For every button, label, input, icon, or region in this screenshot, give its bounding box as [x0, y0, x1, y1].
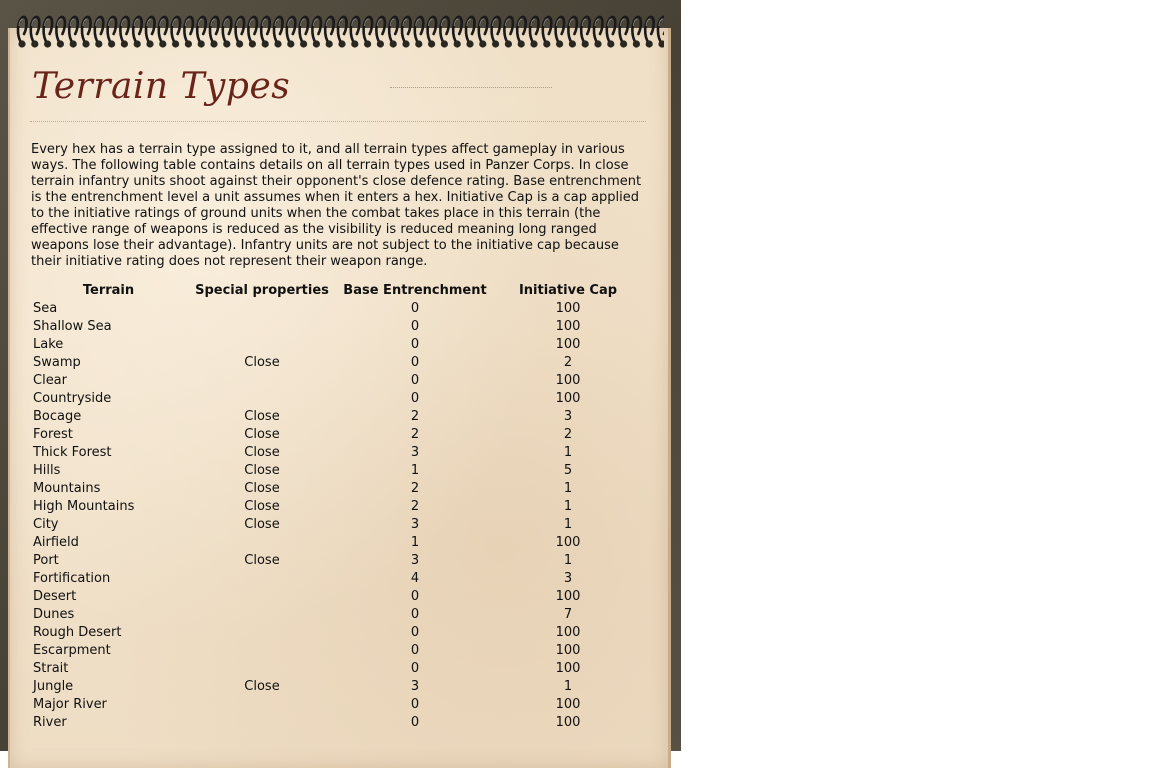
binding-ring: [312, 17, 321, 48]
binding-ring: [274, 17, 283, 48]
binding-ring: [479, 17, 488, 48]
cell-terrain: Port: [33, 552, 59, 568]
cell-initiative-cap: 100: [555, 372, 581, 388]
binding-ring: [146, 17, 155, 48]
table-row: [30, 335, 643, 353]
cell-terrain: Forest: [33, 426, 73, 442]
table-row: [30, 533, 643, 551]
cell-terrain: Desert: [33, 588, 77, 604]
cell-base-entrenchment: 0: [410, 390, 420, 406]
terrain-table: [30, 281, 643, 731]
table-body: [30, 299, 643, 731]
table-row: [30, 407, 643, 425]
cell-special-properties: [187, 695, 337, 713]
cell-initiative-cap: 100: [555, 336, 581, 352]
cell-initiative-cap: 1: [563, 516, 573, 532]
cell-special-properties: Close: [244, 552, 280, 568]
binding-ring: [556, 17, 565, 48]
cell-initiative-cap: 1: [563, 480, 573, 496]
cell-special-properties: Close: [244, 426, 280, 442]
cell-base-entrenchment: 2: [410, 480, 420, 496]
cell-base-entrenchment: 0: [410, 696, 420, 712]
binding-ring: [517, 17, 526, 48]
cell-terrain: Mountains: [33, 480, 101, 496]
table-row: [30, 479, 643, 497]
binding-ring: [632, 17, 641, 48]
cell-terrain: Rough Desert: [33, 624, 122, 640]
cell-special-properties: Close: [244, 408, 280, 424]
table-row: [30, 641, 643, 659]
cell-base-entrenchment: 1: [410, 534, 420, 550]
binding-ring: [210, 17, 219, 48]
cell-terrain: Clear: [33, 372, 67, 388]
binding-ring: [184, 17, 193, 48]
cell-special-properties: [187, 587, 337, 605]
cell-base-entrenchment: 4: [410, 570, 420, 586]
table-row: [30, 299, 643, 317]
binding-ring: [594, 17, 603, 48]
binding-ring: [56, 17, 65, 48]
cell-terrain: Strait: [33, 660, 69, 676]
binding-ring: [492, 17, 501, 48]
cell-terrain: Hills: [33, 462, 61, 478]
binding-ring: [172, 17, 181, 48]
cell-initiative-cap: 5: [563, 462, 573, 478]
cell-terrain: Jungle: [33, 678, 74, 694]
spiral-binding-icon: [14, 14, 664, 50]
cell-terrain: Major River: [33, 696, 107, 712]
cell-special-properties: Close: [244, 444, 280, 460]
intro-paragraph: Every hex has a terrain type assigned to it, and all terrain types affect gameplay in various ways. The following table contains details on all terrain types used in Panzer Corps. In close terrain infantry units shoot against their opponent's close defence rating. Base entrenchment is the entrenchment level a unit assumes when it enters a hex. Initiative Cap is a cap applied to the initiative ratings of ground units when the combat takes place in this terrain (the effective range of weapons is reduced as the visibility is reduced meaning long ranged weapons lose their advantage). Infantry units are not subject to the initiative cap because their initiative rating does not represent their weapon range.: [31, 142, 642, 269]
cell-terrain: High Mountains: [33, 498, 135, 514]
table-row: [30, 317, 643, 335]
cell-initiative-cap: 100: [555, 624, 581, 640]
binding-ring: [236, 17, 245, 48]
cell-initiative-cap: 2: [563, 426, 573, 442]
binding-ring: [440, 17, 449, 48]
cell-base-entrenchment: 0: [410, 300, 420, 316]
cell-base-entrenchment: 2: [410, 426, 420, 442]
section-divider: [30, 121, 646, 122]
cell-initiative-cap: 1: [563, 498, 573, 514]
binding-ring: [364, 17, 373, 48]
title-divider: [390, 87, 552, 88]
cell-special-properties: [187, 335, 337, 353]
cell-special-properties: [187, 569, 337, 587]
table-row: [30, 551, 643, 569]
cell-terrain: Escarpment: [33, 642, 111, 658]
cell-initiative-cap: 100: [555, 318, 581, 334]
cell-special-properties: [187, 641, 337, 659]
cell-special-properties: [187, 713, 337, 731]
header-terrain: Terrain: [82, 282, 135, 298]
cell-terrain: Lake: [33, 336, 64, 352]
binding-ring: [69, 17, 78, 48]
binding-ring: [504, 17, 513, 48]
binding-ring: [18, 17, 27, 48]
table-row: [30, 515, 643, 533]
binding-ring: [31, 17, 40, 48]
cell-base-entrenchment: 0: [410, 354, 420, 370]
cell-terrain: Swamp: [33, 354, 81, 370]
table-row: [30, 443, 643, 461]
binding-ring: [543, 17, 552, 48]
cell-initiative-cap: 1: [563, 444, 573, 460]
cell-terrain: Airfield: [33, 534, 79, 550]
cell-base-entrenchment: 0: [410, 714, 420, 730]
cell-special-properties: Close: [244, 462, 280, 478]
cell-initiative-cap: 2: [563, 354, 573, 370]
table-row: [30, 695, 643, 713]
binding-ring: [428, 17, 437, 48]
cell-special-properties: [187, 533, 337, 551]
table-row: [30, 569, 643, 587]
binding-ring: [658, 17, 664, 48]
table-row: [30, 659, 643, 677]
cell-initiative-cap: 100: [555, 300, 581, 316]
cell-base-entrenchment: 3: [410, 444, 420, 460]
binding-ring: [645, 17, 654, 48]
table-row: [30, 497, 643, 515]
cell-special-properties: [187, 299, 337, 317]
cell-base-entrenchment: 0: [410, 372, 420, 388]
cell-base-entrenchment: 2: [410, 498, 420, 514]
binding-ring: [530, 17, 539, 48]
binding-ring: [95, 17, 104, 48]
header-special-properties: Special properties: [195, 282, 329, 298]
table-row: [30, 353, 643, 371]
binding-ring: [108, 17, 117, 48]
binding-ring: [607, 17, 616, 48]
cell-initiative-cap: 7: [563, 606, 573, 622]
cell-special-properties: [187, 659, 337, 677]
binding-ring: [133, 17, 142, 48]
cell-terrain: Bocage: [33, 408, 82, 424]
binding-ring: [620, 17, 629, 48]
binding-ring: [581, 17, 590, 48]
binding-ring: [466, 17, 475, 48]
binding-ring: [261, 17, 270, 48]
cell-base-entrenchment: 0: [410, 588, 420, 604]
cell-initiative-cap: 1: [563, 552, 573, 568]
cell-base-entrenchment: 0: [410, 336, 420, 352]
table-row: [30, 425, 643, 443]
cell-special-properties: Close: [244, 516, 280, 532]
table-header-row: [30, 281, 643, 299]
binding-ring: [568, 17, 577, 48]
cell-initiative-cap: 100: [555, 714, 581, 730]
binding-ring: [223, 17, 232, 48]
cell-base-entrenchment: 3: [410, 552, 420, 568]
cell-initiative-cap: 1: [563, 678, 573, 694]
cell-base-entrenchment: 3: [410, 516, 420, 532]
binding-ring: [248, 17, 257, 48]
cell-special-properties: Close: [244, 678, 280, 694]
binding-ring: [159, 17, 168, 48]
cell-initiative-cap: 100: [555, 696, 581, 712]
cell-initiative-cap: 100: [555, 642, 581, 658]
cell-special-properties: [187, 623, 337, 641]
cell-initiative-cap: 100: [555, 660, 581, 676]
cell-base-entrenchment: 2: [410, 408, 420, 424]
cell-special-properties: Close: [244, 498, 280, 514]
binding-ring: [351, 17, 360, 48]
cell-special-properties: Close: [244, 354, 280, 370]
cell-initiative-cap: 100: [555, 534, 581, 550]
table-row: [30, 605, 643, 623]
table-row: [30, 587, 643, 605]
binding-ring: [325, 17, 334, 48]
binding-ring: [376, 17, 385, 48]
cell-terrain: Sea: [33, 300, 58, 316]
binding-ring: [287, 17, 296, 48]
cell-base-entrenchment: 3: [410, 678, 420, 694]
binding-ring: [44, 17, 53, 48]
header-base-entrenchment: Base Entrenchment: [343, 282, 487, 298]
table-row: [30, 371, 643, 389]
binding-ring: [197, 17, 206, 48]
cell-initiative-cap: 100: [555, 390, 581, 406]
binding-ring: [82, 17, 91, 48]
cell-initiative-cap: 3: [563, 570, 573, 586]
binding-ring: [338, 17, 347, 48]
cell-terrain: Dunes: [33, 606, 75, 622]
table-row: [30, 713, 643, 731]
cell-terrain: Shallow Sea: [33, 318, 112, 334]
table-row: [30, 389, 643, 407]
cell-terrain: River: [33, 714, 67, 730]
cell-base-entrenchment: 0: [410, 318, 420, 334]
table-row: [30, 677, 643, 695]
binding-ring: [300, 17, 309, 48]
cell-base-entrenchment: 1: [410, 462, 420, 478]
cell-initiative-cap: 100: [555, 588, 581, 604]
cell-base-entrenchment: 0: [410, 624, 420, 640]
cell-terrain: Countryside: [33, 390, 112, 406]
cell-base-entrenchment: 0: [410, 642, 420, 658]
page-title: Terrain Types: [32, 66, 291, 107]
table-row: [30, 623, 643, 641]
cell-terrain: Thick Forest: [33, 444, 112, 460]
cell-terrain: Fortification: [33, 570, 111, 586]
cell-base-entrenchment: 0: [410, 606, 420, 622]
header-initiative-cap: Initiative Cap: [518, 282, 618, 298]
cell-special-properties: [187, 371, 337, 389]
binding-ring: [120, 17, 129, 48]
cell-special-properties: [187, 605, 337, 623]
binding-ring: [389, 17, 398, 48]
binding-ring: [415, 17, 424, 48]
cell-special-properties: [187, 389, 337, 407]
binding-ring: [402, 17, 411, 48]
cell-terrain: City: [33, 516, 59, 532]
cell-base-entrenchment: 0: [410, 660, 420, 676]
cell-special-properties: Close: [244, 480, 280, 496]
cell-initiative-cap: 3: [563, 408, 573, 424]
binding-ring: [453, 17, 462, 48]
cell-special-properties: [187, 317, 337, 335]
table-row: [30, 461, 643, 479]
